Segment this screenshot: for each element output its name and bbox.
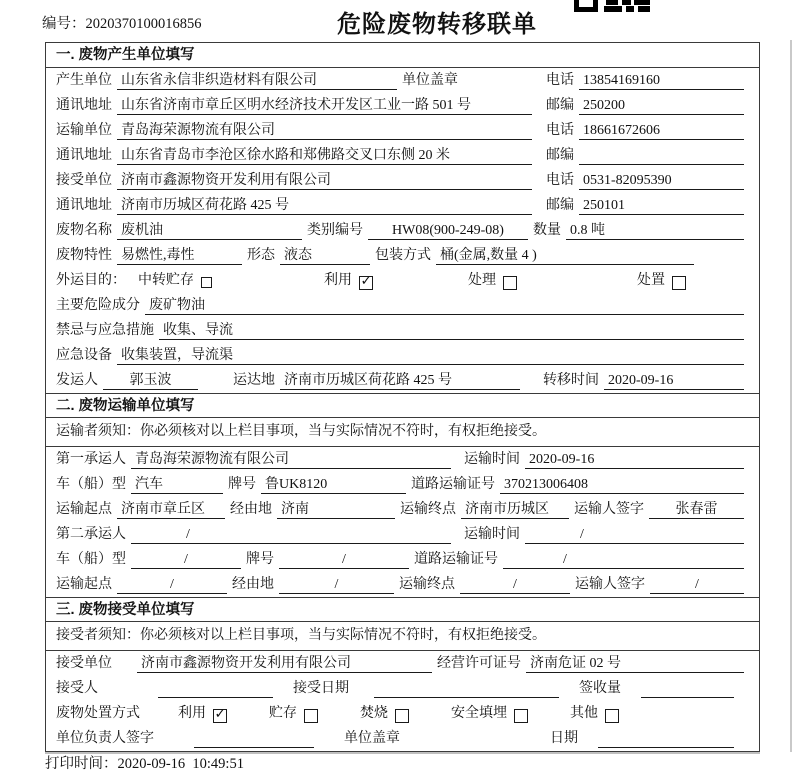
- checkbox-transfer-storage: [201, 277, 212, 288]
- disposal-other-label: 其他: [570, 706, 598, 721]
- transport-unit-row: [46, 118, 759, 143]
- transport-unit-label: 运输单位: [56, 123, 112, 138]
- road-permit-label: 道路运输证号: [414, 552, 498, 567]
- producer-postcode-value: 250200: [579, 97, 744, 115]
- destination-value: 济南市历城区荷花路 425 号: [280, 372, 520, 390]
- carrier-sign-label: 运输人签字: [575, 577, 645, 592]
- second-carrier-row: [46, 522, 759, 547]
- purpose-dispose-label: 处置: [637, 273, 665, 288]
- responsible-sign-label: 单位负责人签字: [56, 731, 154, 746]
- receiver-person-label: 接受人: [56, 681, 98, 696]
- equipment-value: 收集装置，导流渠: [117, 347, 744, 365]
- taboo-label: 禁忌与应急措施: [56, 323, 154, 338]
- purpose-treat-label: 处理: [468, 273, 496, 288]
- transport-unit-value: 青岛海荣源物流有限公司: [117, 122, 532, 140]
- checkbox-landfill: [514, 709, 528, 723]
- transport-time-label: 运输时间: [464, 527, 520, 542]
- checkbox-storage: [304, 709, 318, 723]
- transport-phone-value: 18661672606: [579, 122, 744, 140]
- transport-time-label: 运输时间: [464, 452, 520, 467]
- first-vehicle-row: [46, 472, 759, 497]
- first-via-value: 济南: [277, 501, 395, 519]
- section1-heading: 一. 废物产生单位填写: [46, 43, 759, 68]
- hazard-value: 废矿物油: [145, 297, 744, 315]
- waste-character-row: [46, 243, 759, 268]
- receiving-unit-label: 接受单位: [56, 656, 112, 671]
- checkbox-dispose: [672, 276, 686, 290]
- transport-address-value: 山东省青岛市李沧区徐水路和郑佛路交叉口东侧 20 米: [117, 147, 532, 165]
- section3-heading: 三. 废物接受单位填写: [46, 597, 759, 622]
- waste-name-row: [46, 218, 759, 243]
- checkbox-other: [605, 709, 619, 723]
- plate-number-label: 牌号: [246, 552, 274, 567]
- origin-label: 运输起点: [56, 577, 112, 592]
- receiver-notice-row: [46, 622, 759, 651]
- form-label: 形态: [247, 248, 275, 263]
- waste-character-label: 废物特性: [56, 248, 112, 263]
- page-title: 危险废物转移联单: [337, 11, 537, 38]
- phone-label: 电话: [546, 123, 574, 138]
- destination-label: 运达地: [233, 373, 275, 388]
- waste-name-value: 废机油: [117, 222, 302, 240]
- address-label: 通讯地址: [56, 148, 112, 163]
- checkbox-incinerate: [395, 709, 409, 723]
- second-transport-time-value: /: [525, 526, 744, 544]
- packing-label: 包装方式: [375, 248, 431, 263]
- equipment-row: [46, 343, 759, 368]
- second-origin-value: /: [117, 576, 227, 594]
- endpoint-label: 运输终点: [399, 577, 455, 592]
- vehicle-type-label: 车（船）型: [56, 552, 126, 567]
- transport-notice-text: 运输者须知：你必须核对以上栏目事项，当与实际情况不符时，有权拒绝接受。: [56, 424, 546, 439]
- second-vehicle-type-value: /: [131, 551, 241, 569]
- shipper-row: [46, 368, 759, 393]
- unit-seal-label: 单位盖章: [344, 731, 400, 746]
- receiver-unit-value: 济南市鑫源物资开发利用有限公司: [117, 172, 532, 190]
- taboo-row: [46, 318, 759, 343]
- plate-number-label: 牌号: [228, 477, 256, 492]
- serial-number: [42, 12, 202, 33]
- second-carrier-sign-value: /: [650, 576, 744, 594]
- receiver-address-value: 济南市历城区荷花路 425 号: [117, 197, 532, 215]
- section2-heading: 二. 废物运输单位填写: [46, 393, 759, 418]
- hazard-label: 主要危险成分: [56, 298, 140, 313]
- purpose-row: [46, 268, 759, 293]
- responsible-sign-row: [46, 726, 759, 751]
- second-endpoint-value: /: [460, 576, 570, 594]
- category-code-label: 类别编号: [307, 223, 363, 238]
- first-origin-value: 济南市章丘区: [117, 501, 225, 519]
- first-route-row: [46, 497, 759, 522]
- postcode-label: 邮编: [546, 148, 574, 163]
- postcode-label: 邮编: [546, 98, 574, 113]
- disposal-landfill-label: 安全填埋: [451, 706, 507, 721]
- first-carrier-label: 第一承运人: [56, 452, 126, 467]
- receiver-person-value: [158, 680, 273, 698]
- unit-seal-label: 单位盖章: [402, 73, 458, 88]
- license-label: 经营许可证号: [437, 656, 521, 671]
- second-via-value: /: [279, 576, 394, 594]
- print-time-label: 打印时间：: [45, 756, 118, 772]
- equipment-label: 应急设备: [56, 348, 112, 363]
- phone-label: 电话: [546, 73, 574, 88]
- via-label: 经由地: [230, 502, 272, 517]
- producer-unit-row: [46, 68, 759, 93]
- transport-address-row: [46, 143, 759, 168]
- transport-notice-row: [46, 418, 759, 447]
- address-label: 通讯地址: [56, 98, 112, 113]
- receiver-postcode-value: 250101: [579, 197, 744, 215]
- receive-date-value: [374, 680, 559, 698]
- producer-unit-label: 产生单位: [56, 73, 112, 88]
- second-road-permit-value: /: [503, 551, 744, 569]
- waste-character-value: 易燃性,毒性: [117, 247, 242, 265]
- first-carrier-sign-value: 张春雷: [649, 501, 744, 519]
- disposal-method-label: 废物处置方式: [56, 706, 140, 721]
- sign-date-label: 日期: [550, 731, 578, 746]
- first-plate-number-value: 鲁UK8120: [261, 476, 406, 494]
- serial-label: 编号：: [42, 16, 86, 32]
- packing-value: 桶(金属,数量 4 ): [436, 247, 694, 265]
- sign-date-value: [598, 730, 734, 748]
- receiving-unit-row: [46, 651, 759, 676]
- transport-postcode-value: [579, 147, 744, 165]
- second-carrier-value: /: [131, 526, 451, 544]
- carrier-sign-label: 运输人签字: [574, 502, 644, 517]
- purpose-label: 外运目的：: [56, 273, 126, 288]
- first-carrier-row: [46, 447, 759, 472]
- quantity-value: 0.8 吨: [566, 222, 744, 240]
- page-edge-line: [790, 40, 792, 752]
- print-time-value: 2020-09-16 10:49:51: [117, 756, 244, 772]
- endpoint-label: 运输终点: [400, 502, 456, 517]
- waste-name-label: 废物名称: [56, 223, 112, 238]
- second-vehicle-row: [46, 547, 759, 572]
- phone-label: 电话: [546, 173, 574, 188]
- second-route-row: [46, 572, 759, 597]
- first-endpoint-value: 济南市历城区: [461, 501, 569, 519]
- receiver-address-row: [46, 193, 759, 218]
- print-time: [45, 752, 244, 773]
- receive-date-label: 接受日期: [293, 681, 349, 696]
- disposal-method-row: [46, 701, 759, 726]
- receiving-unit-value: 济南市鑫源物资开发利用有限公司: [137, 655, 432, 673]
- first-transport-time-value: 2020-09-16: [525, 451, 744, 469]
- form-value: 液态: [280, 247, 370, 265]
- disposal-utilize-label: 利用: [178, 706, 206, 721]
- origin-label: 运输起点: [56, 502, 112, 517]
- shipper-label: 发运人: [56, 373, 98, 388]
- category-code-value: HW08(900-249-08): [368, 222, 528, 240]
- transfer-time-value: 2020-09-16: [604, 372, 744, 390]
- second-plate-number-value: /: [279, 551, 409, 569]
- road-permit-label: 道路运输证号: [411, 477, 495, 492]
- disposal-incinerate-label: 焚烧: [360, 706, 388, 721]
- first-road-permit-value: 370213006408: [500, 476, 744, 494]
- producer-address-value: 山东省济南市章丘区明水经济技术开发区工业一路 501 号: [117, 97, 532, 115]
- producer-unit-value: 山东省永信非织造材料有限公司: [117, 72, 397, 90]
- first-vehicle-type-value: 汽车: [131, 476, 223, 494]
- receiver-phone-value: 0531-82095390: [579, 172, 744, 190]
- hazard-row: [46, 293, 759, 318]
- qr-code-fragment: [574, 0, 652, 12]
- disposal-storage-label: 贮存: [269, 706, 297, 721]
- received-amount-label: 签收量: [579, 681, 621, 696]
- serial-value: 2020370100016856: [85, 16, 202, 32]
- via-label: 经由地: [232, 577, 274, 592]
- quantity-label: 数量: [533, 223, 561, 238]
- purpose-utilize-label: 利用: [324, 273, 352, 288]
- manifest-form: [45, 42, 760, 752]
- responsible-sign-value: [194, 730, 314, 748]
- first-carrier-value: 青岛海荣源物流有限公司: [131, 451, 451, 469]
- vehicle-type-label: 车（船）型: [56, 477, 126, 492]
- checkbox-utilize: [359, 276, 373, 290]
- receiver-unit-row: [46, 168, 759, 193]
- received-amount-value: [641, 680, 734, 698]
- second-carrier-label: 第二承运人: [56, 527, 126, 542]
- purpose-transfer-storage-label: 中转贮存: [138, 273, 194, 288]
- license-value: 济南危证 02 号: [526, 655, 744, 673]
- checkbox-utilize: [213, 709, 227, 723]
- checkbox-treat: [503, 276, 517, 290]
- producer-phone-value: 13854169160: [579, 72, 744, 90]
- postcode-label: 邮编: [546, 198, 574, 213]
- producer-address-row: [46, 93, 759, 118]
- receiver-notice-text: 接受者须知：你必须核对以上栏目事项，当与实际情况不符时，有权拒绝接受。: [56, 628, 546, 643]
- receiver-person-row: [46, 676, 759, 701]
- taboo-value: 收集、导流: [159, 322, 744, 340]
- receiver-unit-label: 接受单位: [56, 173, 112, 188]
- shipper-value: 郭玉波: [103, 372, 198, 390]
- address-label: 通讯地址: [56, 198, 112, 213]
- transfer-time-label: 转移时间: [543, 373, 599, 388]
